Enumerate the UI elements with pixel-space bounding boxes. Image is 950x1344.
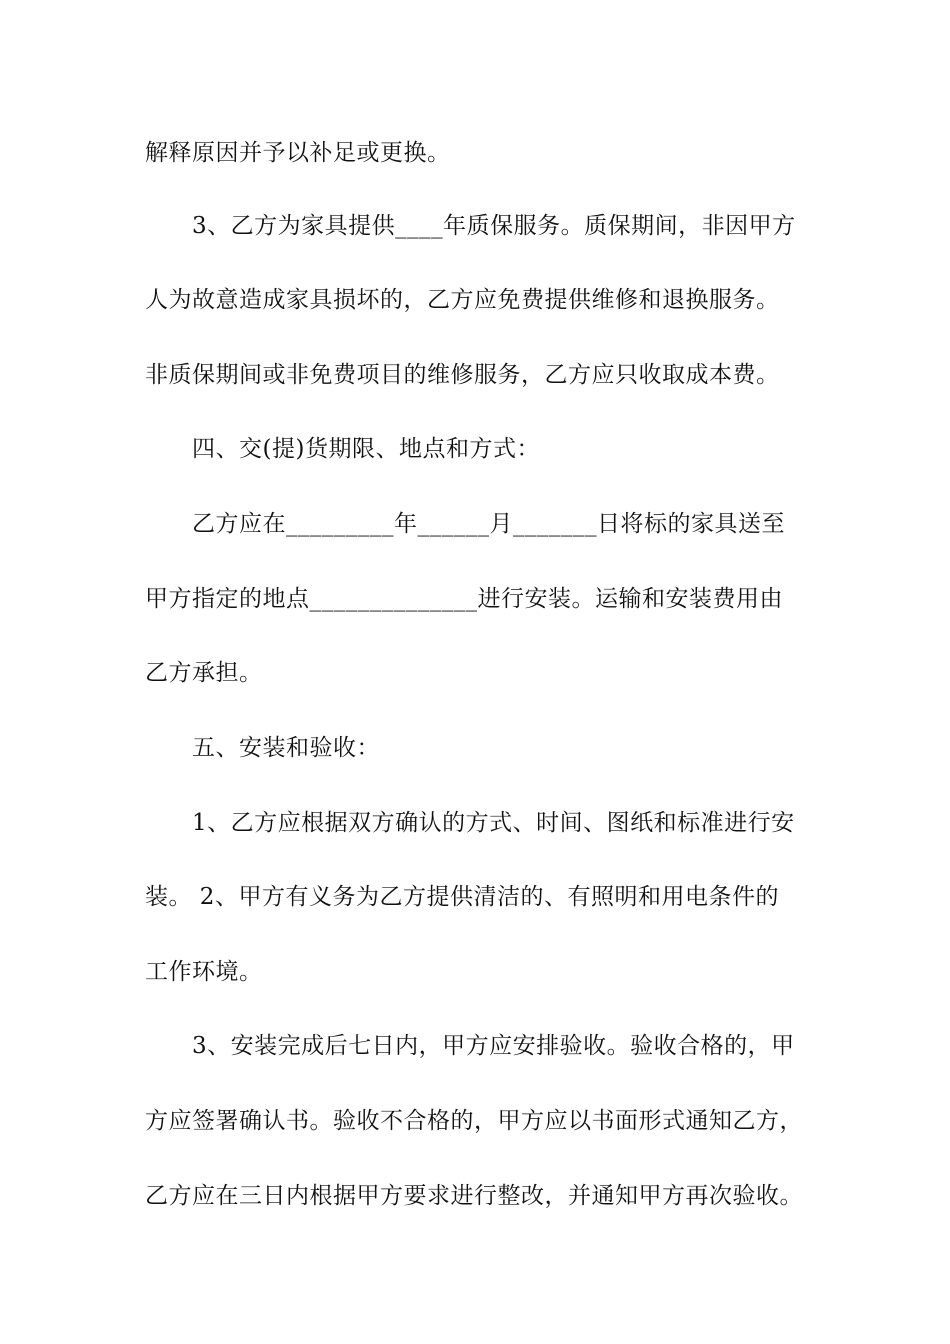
text-line: 工作环境。 xyxy=(145,959,263,985)
text-line: 方应签署确认书。验收不合格的，甲方应以书面形式通知乙方， xyxy=(145,1108,803,1134)
section-heading: 四、交(提)货期限、地点和方式： xyxy=(145,436,540,462)
text-line: 3、安装完成后七日内，甲方应安排验收。验收合格的，甲 xyxy=(145,1033,795,1059)
text-line: 3、乙方为家具提供____年质保服务。质保期间，非因甲方 xyxy=(145,213,796,239)
text-line: 1、乙方应根据双方确认的方式、时间、图纸和标准进行安 xyxy=(145,810,795,836)
text-line: 装。 2、甲方有义务为乙方提供清洁的、有照明和用电条件的 xyxy=(145,884,779,910)
text-line: 乙方应在三日内根据甲方要求进行整改，并通知甲方再次验收。 xyxy=(145,1183,803,1209)
text-line: 乙方承担。 xyxy=(145,660,263,686)
text-line: 解释原因并予以补足或更换。 xyxy=(145,140,451,166)
section-heading: 五、安装和验收： xyxy=(145,735,380,761)
text-line: 甲方指定的地点______________进行安装。运输和安装费用由 xyxy=(145,586,783,612)
text-line: 非质保期间或非免费项目的维修服务，乙方应只收取成本费。 xyxy=(145,362,780,388)
text-line: 人为故意造成家具损坏的，乙方应免费提供维修和退换服务。 xyxy=(145,287,780,313)
text-line: 乙方应在_________年______月_______日将标的家具送至 xyxy=(145,511,785,537)
